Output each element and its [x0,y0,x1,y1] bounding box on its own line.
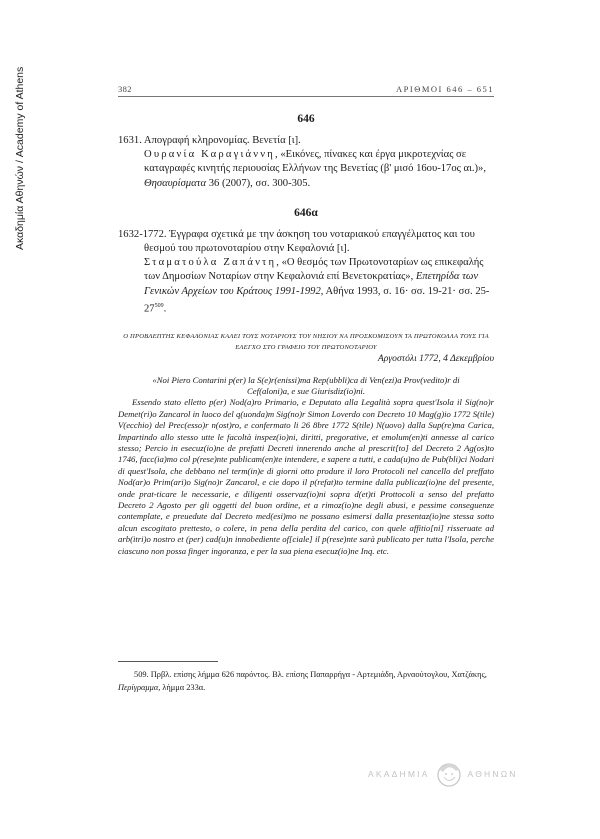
citation-author: Ουρανία Καραγιάννη [144,149,276,161]
academy-side-label: Ακαδημία Αθηνών / Academy of Athens [14,66,26,250]
entry-1631 [118,134,494,191]
footnote-divider [118,661,218,662]
page-number: 382 [118,84,132,94]
section-number-646: 646 [297,113,315,125]
document-place-date: Αργοστόλι 1772, 4 Δεκεμβρίου [377,352,494,364]
academy-watermark [368,757,518,791]
entry-heading: 1632-1772. Έγγραφα σχετικά με την άσκηση του νοταριακού επαγγέλματος και του θεσμού του πρωτονοταρίου στην Κεφαλονιά [ι]. [118,228,475,255]
footnote-509: 509. Πρβλ. επίσης λήμμα 626 παρόντος. Βλ. επίσης Παπαρρήγα - Αρτεμιάδη, Αρναούτογλου, Χατζάκης, Περίγραμμα, λήμμα 233α. [118,670,487,692]
watermark-text-right: ΑΘΗΝΩΝ [467,769,518,779]
document-transcription [118,375,494,558]
citation-journal: Θησαυρίσματα [144,177,207,189]
footnote-reference: 509 [154,302,164,309]
document-opening: «Noi Piero Contarini p(er) la S(e)r(enissi)ma Rep(ubbli)ca di Ven(ezi)a Prov(vedito)r di Cef(aloni)a, e sue Giurisdiz(io)ni. [152,374,460,396]
citation-author: Σταματούλα Ζαπάντη [144,257,277,269]
document-title: Ο ΠΡΟΒΛΕΠΤΗΣ ΚΕΦΑΛΟΝΙΑΣ ΚΑΛΕΙ ΤΟΥΣ ΝΟΤΑΡΙΟΥΣ ΤΟΥ ΝΗΣΙΟΥ ΝΑ ΠΡΟΣΚΟΜΙΣΟΥΝ ΤΑ ΠΡΩΤΟΚΟΛΛΑ ΤΟΥΣ ΓΙΑ ΕΛΕΓΧΟ ΣΤΟ ΓΡΑΦΕΙΟ ΤΟΥ ΠΡΩΤΟΝΟΤΑΡΙΟΥ [123,332,489,351]
section-number-646a: 646α [294,206,318,219]
entry-citation: Ουρανία Καραγιάννη, «Εικόνες, πίνακες και έργα μικροτεχνίας σε καταγραφές κινητής περιουσίας Ελλήνων της Βενετίας (β' μισό 16ου-17ος αι.)», Θησαυρίσματα 36 (2007), σσ. 300-305. [144,149,486,189]
athena-head-icon [434,757,464,791]
running-title: ΑΡΙΘΜΟΙ 646 – 651 [396,84,494,94]
running-header [118,84,494,97]
document-body: Essendo stato elletto p(er) Nod(a)ro Primario, e Deputato alla Legalità sopra quest'Isola il Sig(no)r Demet(ri)o Zancarol in luoco del q(uonda)m Sig(no)r Simon Loverdo con Decreto 10 Mag(g)io 1772 S(tile) V(ecchio) del Prec(esso)r n(ost)ro, e confermato li 26 8bre 1772 S(tile) N(uovo) dalla Sup(re)ma Carica, Impartindo allo stesso utte le facoltà inspez(io)ni, diritti, pregorative, et emolum(en)ti annesse al carico stesso; Percio in esecuz(io)ne de prefatti Decreti innerendo anche al prescrit[to] del Decreto 2 Ag(os)to 1746, facc(ia)mo col p(rese)nte publicam(en)te intendere, e sapere a tutti, e cada(u)no de Pub(bli)ci Nodari di quest'Isola, che debbano nel term(in)e di giorni otto produre il loro Protocoli nel cancello del preffato Nod(ar)o Prim(ari)o Sig(no)r Zancarol, e cie dopo il p(refat)to termine dalla publicaz(io)ne del presente, onde prat-ticare le necessarie, e diligenti osservaz(io)ni sopra d(et)ti Prottocoli a senso del prefatto Decreto 2 Agosto per gli oggetti del buon ordine, et a rimoz(io)ne degli abusi, e pessime conseguenze contemplate, e preuedute dal Decreto med(esi)mo ne possano esimersi dalla presentaz(io)ne stessa sotto alcun escogitato prettesto, o colere, in pena della perdita del carico, con quele affitio[ni] risseruate ad arb(itri)o nostro et (per) cad(u)n innobediente of[ciale] il p(rese)nte sarà publicato per tutta l'Isola, perche ciascuno non possa finger ingoranza, e per la sua piena esecuz(io)ne Inq. etc. [118,397,494,556]
entry-heading: 1631. Απογραφή κληρονομίας. Βενετία [ι]. [118,135,301,146]
entry-1632-1772 [118,228,494,317]
citation-journal: Επετηρίδα των Γενικών Αρχείων του Κράτους 1991-1992 [144,271,479,297]
entry-citation: Σταματούλα Ζαπάντη, «Ο θεσμός των Πρωτονοταρίων ως επικεφαλής των Δημοσίων Νοταρίων στην Κεφαλονιά επί Βενετοκρατίας», Επετηρίδα των Γενικών Αρχείων του Κράτους 1991-1992, Αθήνα 1993, σ. 16· σσ. 19-21· σσ. $25-27^{509}$. [144,257,490,315]
watermark-text-left: ΑΚΑΔΗΜΙΑ [368,769,430,779]
book-page [118,84,494,557]
